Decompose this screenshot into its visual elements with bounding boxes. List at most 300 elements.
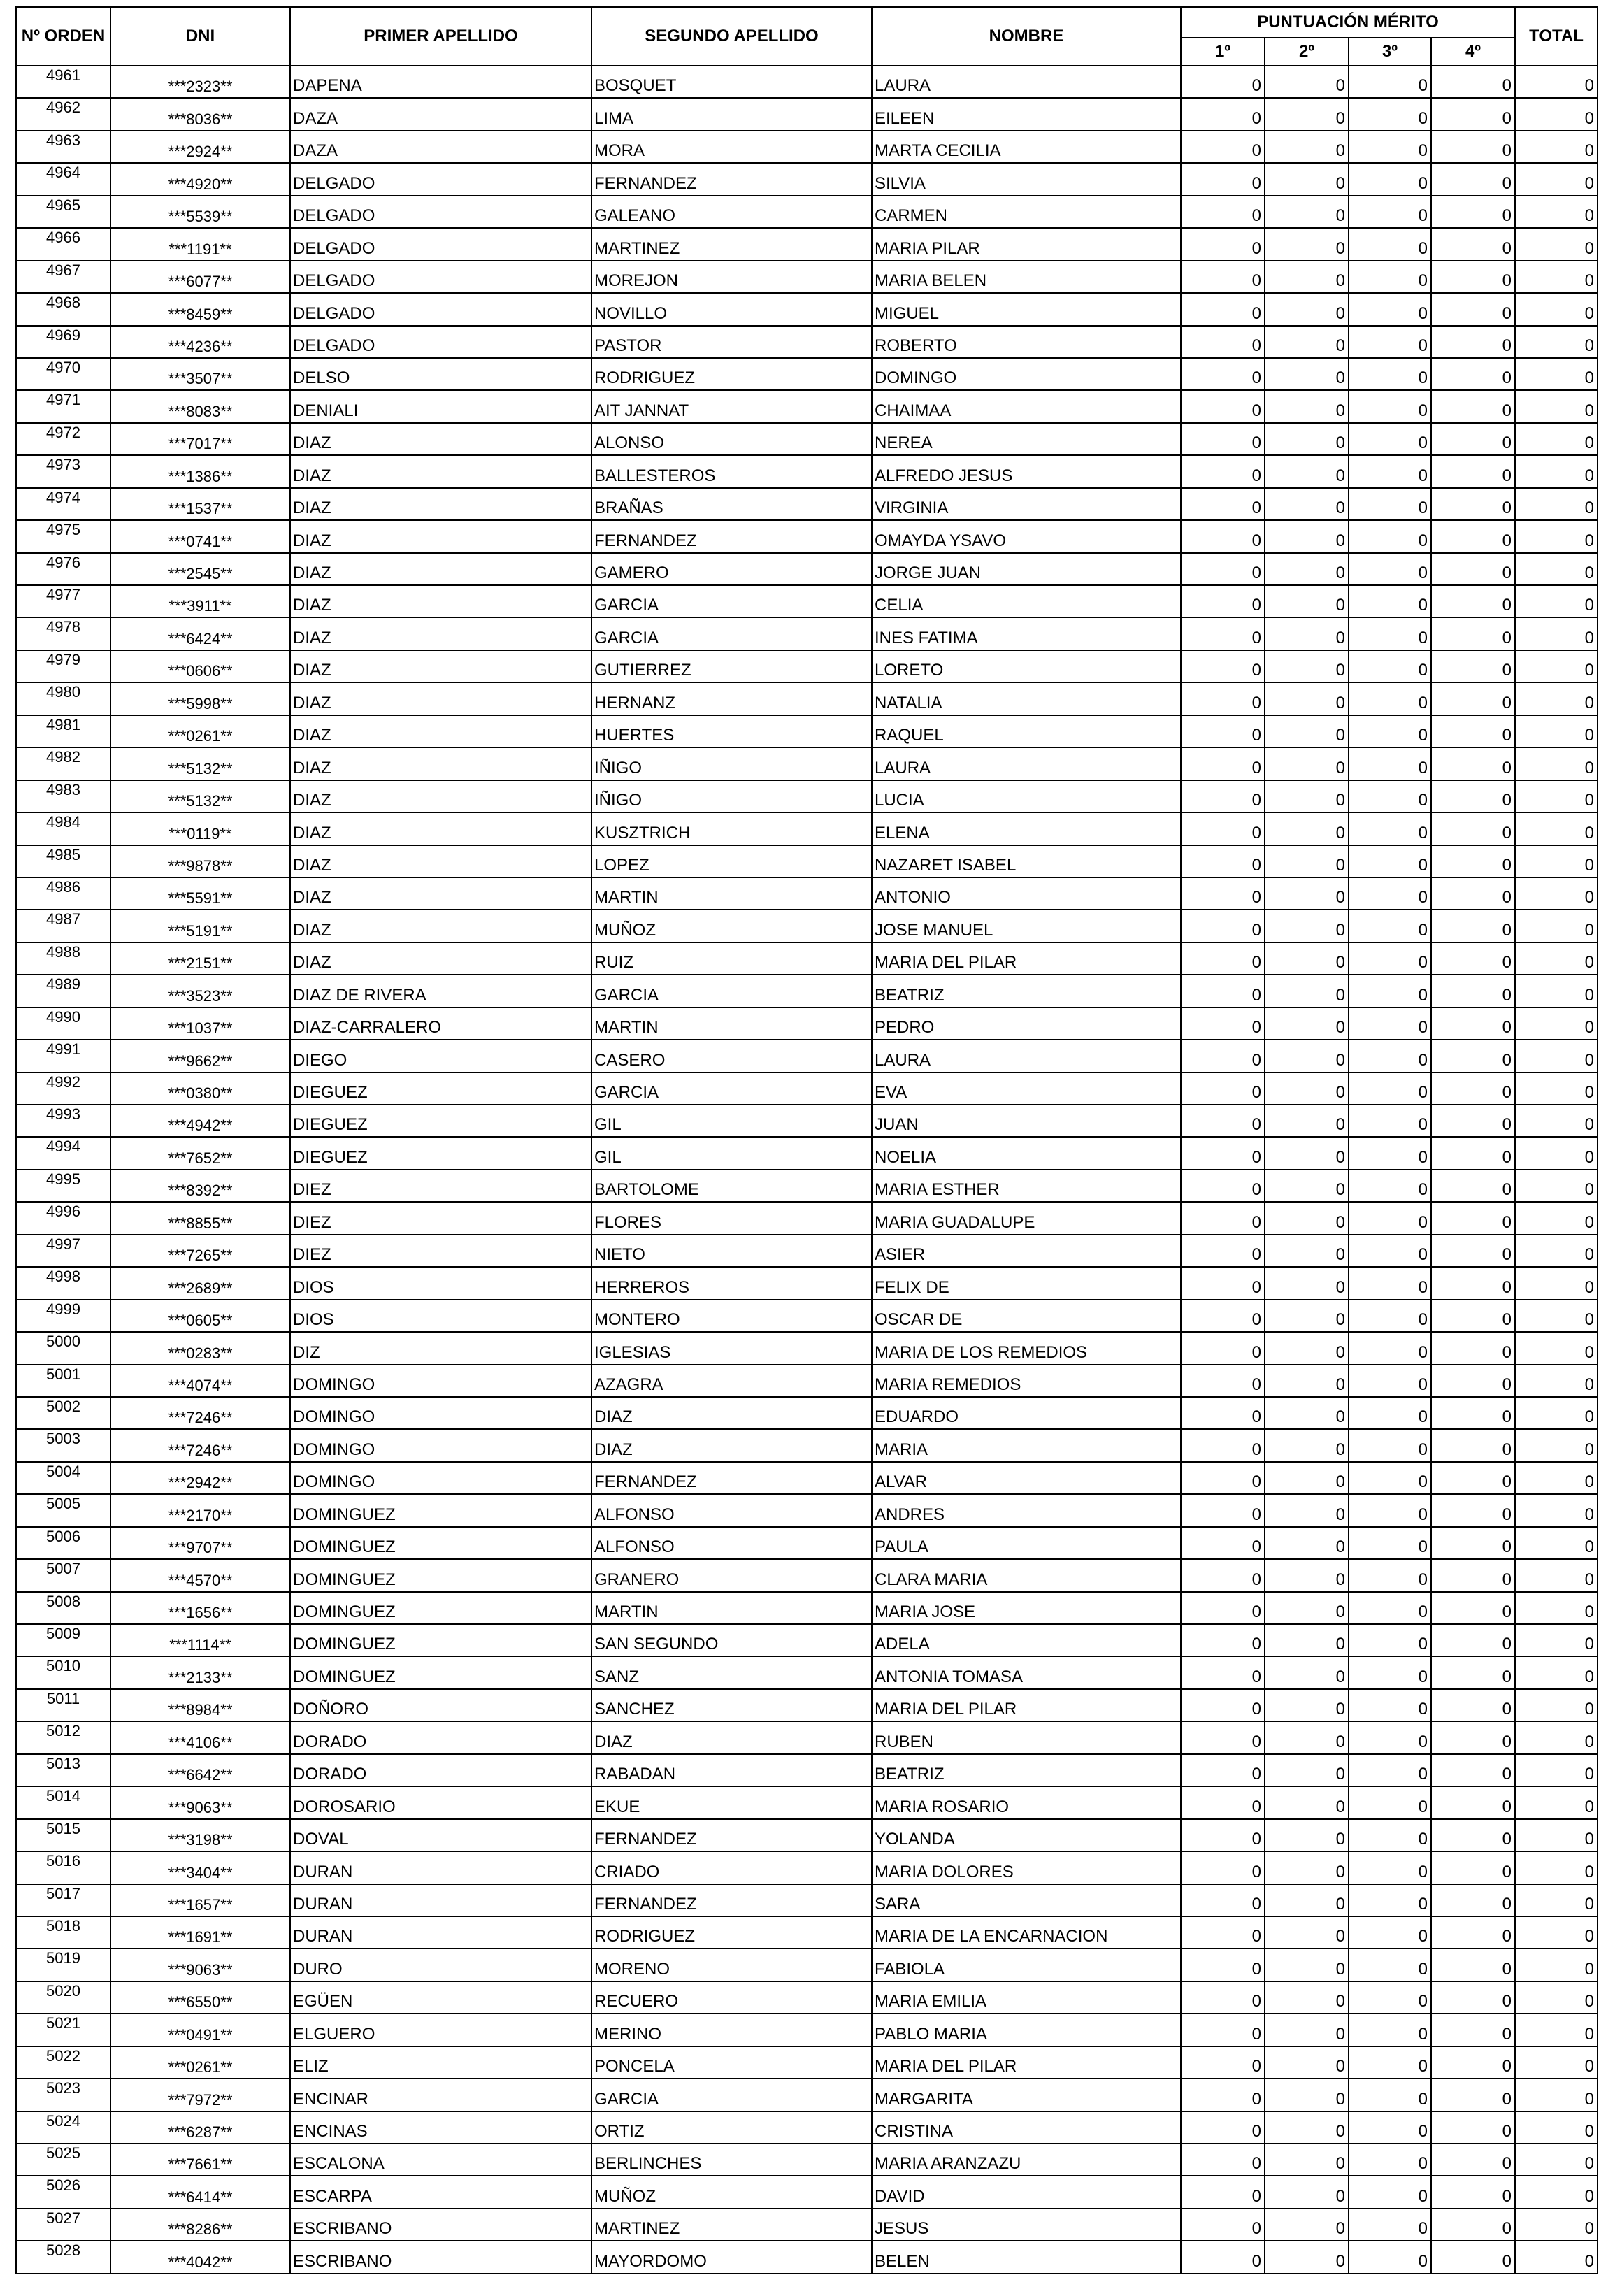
cell-primer-apellido: DELGADO xyxy=(290,261,591,293)
cell-p1: 0 xyxy=(1181,1819,1265,1851)
cell-nombre: RAQUEL xyxy=(872,715,1181,747)
cell-primer-apellido: DIOS xyxy=(290,1267,591,1299)
cell-p2: 0 xyxy=(1265,1786,1349,1818)
cell-orden: 4969 xyxy=(16,326,110,358)
cell-primer-apellido: DELGADO xyxy=(290,196,591,228)
cell-segundo-apellido: GARCIA xyxy=(591,2079,872,2111)
cell-p2: 0 xyxy=(1265,163,1349,195)
table-row xyxy=(16,682,1598,715)
cell-nombre: FELIX DE xyxy=(872,1267,1181,1299)
cell-segundo-apellido: FERNANDEZ xyxy=(591,1462,872,1494)
table-row xyxy=(16,1624,1598,1656)
cell-orden: 4988 xyxy=(16,942,110,975)
cell-dni: ***2323** xyxy=(110,66,290,98)
table-row xyxy=(16,1300,1598,1332)
header-p3: 3º xyxy=(1349,38,1431,66)
cell-total: 0 xyxy=(1515,1786,1598,1818)
cell-orden: 4991 xyxy=(16,1040,110,1072)
cell-p2: 0 xyxy=(1265,650,1349,682)
cell-primer-apellido: DOMINGUEZ xyxy=(290,1494,591,1526)
cell-p2: 0 xyxy=(1265,520,1349,552)
cell-segundo-apellido: LOPEZ xyxy=(591,845,872,877)
cell-primer-apellido: DIAZ xyxy=(290,423,591,455)
cell-total: 0 xyxy=(1515,812,1598,845)
cell-segundo-apellido: CRIADO xyxy=(591,1851,872,1884)
cell-p1: 0 xyxy=(1181,585,1265,617)
table-row xyxy=(16,845,1598,877)
cell-segundo-apellido: IÑIGO xyxy=(591,780,872,812)
cell-p1: 0 xyxy=(1181,1494,1265,1526)
cell-total: 0 xyxy=(1515,2209,1598,2241)
cell-dni: ***7246** xyxy=(110,1397,290,1429)
cell-total: 0 xyxy=(1515,520,1598,552)
cell-nombre: NAZARET ISABEL xyxy=(872,845,1181,877)
cell-dni: ***0380** xyxy=(110,1072,290,1105)
cell-nombre: CELIA xyxy=(872,585,1181,617)
cell-p1: 0 xyxy=(1181,1624,1265,1656)
cell-p2: 0 xyxy=(1265,910,1349,942)
cell-orden: 5004 xyxy=(16,1462,110,1494)
cell-p2: 0 xyxy=(1265,845,1349,877)
cell-orden: 4993 xyxy=(16,1105,110,1137)
table-row xyxy=(16,1040,1598,1072)
cell-total: 0 xyxy=(1515,326,1598,358)
cell-orden: 5017 xyxy=(16,1884,110,1916)
cell-p3: 0 xyxy=(1349,877,1431,910)
cell-p2: 0 xyxy=(1265,2079,1349,2111)
cell-orden: 4996 xyxy=(16,1202,110,1234)
cell-dni: ***9707** xyxy=(110,1527,290,1559)
cell-p2: 0 xyxy=(1265,780,1349,812)
cell-primer-apellido: DIAZ xyxy=(290,682,591,715)
cell-segundo-apellido: MONTERO xyxy=(591,1300,872,1332)
cell-p1: 0 xyxy=(1181,780,1265,812)
cell-primer-apellido: DELGADO xyxy=(290,228,591,260)
table-row xyxy=(16,2176,1598,2208)
cell-p4: 0 xyxy=(1431,1916,1515,1949)
cell-nombre: JORGE JUAN xyxy=(872,553,1181,585)
table-row xyxy=(16,228,1598,260)
cell-dni: ***7661** xyxy=(110,2144,290,2176)
cell-primer-apellido: DIAZ xyxy=(290,877,591,910)
cell-p1: 0 xyxy=(1181,553,1265,585)
table-row xyxy=(16,1332,1598,1364)
cell-orden: 5015 xyxy=(16,1819,110,1851)
header-nombre: NOMBRE xyxy=(872,7,1181,66)
cell-p1: 0 xyxy=(1181,1007,1265,1040)
header-total: TOTAL xyxy=(1515,7,1598,66)
cell-dni: ***4920** xyxy=(110,163,290,195)
cell-orden: 4962 xyxy=(16,98,110,130)
cell-segundo-apellido: MOREJON xyxy=(591,261,872,293)
cell-p1: 0 xyxy=(1181,1689,1265,1721)
cell-orden: 5023 xyxy=(16,2079,110,2111)
cell-p2: 0 xyxy=(1265,1592,1349,1624)
cell-nombre: YOLANDA xyxy=(872,1819,1181,1851)
cell-dni: ***1114** xyxy=(110,1624,290,1656)
cell-p4: 0 xyxy=(1431,650,1515,682)
cell-nombre: MIGUEL xyxy=(872,293,1181,325)
cell-p1: 0 xyxy=(1181,1397,1265,1429)
cell-p4: 0 xyxy=(1431,390,1515,422)
cell-total: 0 xyxy=(1515,228,1598,260)
table-row xyxy=(16,358,1598,390)
cell-segundo-apellido: MARTINEZ xyxy=(591,228,872,260)
cell-total: 0 xyxy=(1515,1559,1598,1591)
cell-p3: 0 xyxy=(1349,1365,1431,1397)
cell-dni: ***6424** xyxy=(110,617,290,650)
cell-segundo-apellido: MUÑOZ xyxy=(591,2176,872,2208)
cell-p3: 0 xyxy=(1349,326,1431,358)
cell-segundo-apellido: FLORES xyxy=(591,1202,872,1234)
cell-p3: 0 xyxy=(1349,715,1431,747)
cell-dni: ***2151** xyxy=(110,942,290,975)
cell-p3: 0 xyxy=(1349,553,1431,585)
cell-primer-apellido: DURAN xyxy=(290,1916,591,1949)
cell-total: 0 xyxy=(1515,488,1598,520)
cell-dni: ***6077** xyxy=(110,261,290,293)
cell-orden: 5019 xyxy=(16,1949,110,1981)
cell-p4: 0 xyxy=(1431,1494,1515,1526)
cell-primer-apellido: DIAZ-CARRALERO xyxy=(290,1007,591,1040)
cell-total: 0 xyxy=(1515,293,1598,325)
cell-p2: 0 xyxy=(1265,2046,1349,2079)
cell-nombre: ANTONIO xyxy=(872,877,1181,910)
cell-p4: 0 xyxy=(1431,1884,1515,1916)
cell-nombre: MARIA ARANZAZU xyxy=(872,2144,1181,2176)
cell-orden: 5014 xyxy=(16,1786,110,1818)
cell-dni: ***8855** xyxy=(110,1202,290,1234)
cell-dni: ***4236** xyxy=(110,326,290,358)
cell-total: 0 xyxy=(1515,1754,1598,1786)
table-row xyxy=(16,488,1598,520)
cell-p3: 0 xyxy=(1349,1851,1431,1884)
cell-p2: 0 xyxy=(1265,2111,1349,2144)
cell-orden: 4986 xyxy=(16,877,110,910)
cell-p2: 0 xyxy=(1265,1397,1349,1429)
cell-primer-apellido: DIEZ xyxy=(290,1170,591,1202)
cell-p3: 0 xyxy=(1349,163,1431,195)
cell-p4: 0 xyxy=(1431,2176,1515,2208)
cell-p2: 0 xyxy=(1265,196,1349,228)
cell-p1: 0 xyxy=(1181,1332,1265,1364)
cell-primer-apellido: ELIZ xyxy=(290,2046,591,2079)
cell-p4: 0 xyxy=(1431,1624,1515,1656)
cell-nombre: ROBERTO xyxy=(872,326,1181,358)
cell-p4: 0 xyxy=(1431,1786,1515,1818)
cell-primer-apellido: DURAN xyxy=(290,1851,591,1884)
cell-segundo-apellido: GUTIERREZ xyxy=(591,650,872,682)
cell-p1: 0 xyxy=(1181,2014,1265,2046)
cell-total: 0 xyxy=(1515,1527,1598,1559)
cell-total: 0 xyxy=(1515,66,1598,98)
cell-nombre: ALVAR xyxy=(872,1462,1181,1494)
cell-orden: 4981 xyxy=(16,715,110,747)
cell-p3: 0 xyxy=(1349,1072,1431,1105)
cell-segundo-apellido: BOSQUET xyxy=(591,66,872,98)
cell-segundo-apellido: MARTIN xyxy=(591,1592,872,1624)
cell-p4: 0 xyxy=(1431,1592,1515,1624)
cell-total: 0 xyxy=(1515,715,1598,747)
cell-p1: 0 xyxy=(1181,1592,1265,1624)
cell-orden: 4994 xyxy=(16,1137,110,1169)
cell-primer-apellido: DOMINGO xyxy=(290,1397,591,1429)
table-row xyxy=(16,2241,1598,2273)
cell-p4: 0 xyxy=(1431,131,1515,163)
cell-orden: 4980 xyxy=(16,682,110,715)
cell-total: 0 xyxy=(1515,650,1598,682)
cell-total: 0 xyxy=(1515,131,1598,163)
cell-p1: 0 xyxy=(1181,358,1265,390)
cell-primer-apellido: DIZ xyxy=(290,1332,591,1364)
cell-dni: ***1537** xyxy=(110,488,290,520)
cell-orden: 4998 xyxy=(16,1267,110,1299)
cell-orden: 5005 xyxy=(16,1494,110,1526)
cell-primer-apellido: DIEGUEZ xyxy=(290,1105,591,1137)
cell-p3: 0 xyxy=(1349,66,1431,98)
cell-p3: 0 xyxy=(1349,1170,1431,1202)
cell-dni: ***3523** xyxy=(110,975,290,1007)
cell-p4: 0 xyxy=(1431,1007,1515,1040)
cell-total: 0 xyxy=(1515,617,1598,650)
cell-p1: 0 xyxy=(1181,98,1265,130)
cell-total: 0 xyxy=(1515,585,1598,617)
cell-p1: 0 xyxy=(1181,1429,1265,1461)
cell-total: 0 xyxy=(1515,1462,1598,1494)
cell-p3: 0 xyxy=(1349,1819,1431,1851)
cell-dni: ***0606** xyxy=(110,650,290,682)
cell-p1: 0 xyxy=(1181,2176,1265,2208)
cell-p2: 0 xyxy=(1265,1689,1349,1721)
cell-primer-apellido: DELSO xyxy=(290,358,591,390)
merit-score-list xyxy=(15,6,1598,2274)
cell-segundo-apellido: GAMERO xyxy=(591,553,872,585)
cell-primer-apellido: DIAZ xyxy=(290,812,591,845)
cell-p3: 0 xyxy=(1349,2144,1431,2176)
cell-dni: ***8083** xyxy=(110,390,290,422)
cell-segundo-apellido: MARTIN xyxy=(591,877,872,910)
header-p1: 1º xyxy=(1181,38,1265,66)
cell-p1: 0 xyxy=(1181,1462,1265,1494)
table-row xyxy=(16,1072,1598,1105)
cell-p1: 0 xyxy=(1181,1365,1265,1397)
cell-orden: 4978 xyxy=(16,617,110,650)
cell-p1: 0 xyxy=(1181,1202,1265,1234)
cell-p4: 0 xyxy=(1431,942,1515,975)
cell-p1: 0 xyxy=(1181,1851,1265,1884)
cell-primer-apellido: DIAZ xyxy=(290,845,591,877)
cell-primer-apellido: DIAZ xyxy=(290,715,591,747)
cell-p3: 0 xyxy=(1349,2111,1431,2144)
table-row xyxy=(16,1949,1598,1981)
cell-primer-apellido: DOVAL xyxy=(290,1819,591,1851)
cell-p2: 0 xyxy=(1265,1462,1349,1494)
cell-segundo-apellido: KUSZTRICH xyxy=(591,812,872,845)
cell-orden: 5026 xyxy=(16,2176,110,2208)
table-row xyxy=(16,747,1598,780)
cell-segundo-apellido: DIAZ xyxy=(591,1721,872,1753)
cell-segundo-apellido: MUÑOZ xyxy=(591,910,872,942)
cell-primer-apellido: DIAZ xyxy=(290,455,591,487)
cell-p2: 0 xyxy=(1265,2014,1349,2046)
cell-p4: 0 xyxy=(1431,1397,1515,1429)
cell-p4: 0 xyxy=(1431,975,1515,1007)
cell-segundo-apellido: FERNANDEZ xyxy=(591,1819,872,1851)
cell-p3: 0 xyxy=(1349,1332,1431,1364)
cell-nombre: DOMINGO xyxy=(872,358,1181,390)
cell-nombre: LORETO xyxy=(872,650,1181,682)
table-row xyxy=(16,98,1598,130)
cell-primer-apellido: DAZA xyxy=(290,98,591,130)
cell-p2: 0 xyxy=(1265,228,1349,260)
cell-orden: 5016 xyxy=(16,1851,110,1884)
cell-segundo-apellido: LIMA xyxy=(591,98,872,130)
cell-dni: ***2170** xyxy=(110,1494,290,1526)
table-row xyxy=(16,1267,1598,1299)
table-row xyxy=(16,390,1598,422)
cell-dni: ***5191** xyxy=(110,910,290,942)
cell-total: 0 xyxy=(1515,1656,1598,1688)
cell-p1: 0 xyxy=(1181,1040,1265,1072)
cell-nombre: JESUS xyxy=(872,2209,1181,2241)
table-row xyxy=(16,455,1598,487)
cell-segundo-apellido: GARCIA xyxy=(591,975,872,1007)
cell-p4: 0 xyxy=(1431,1105,1515,1137)
cell-p3: 0 xyxy=(1349,1137,1431,1169)
cell-p1: 0 xyxy=(1181,650,1265,682)
cell-dni: ***7265** xyxy=(110,1235,290,1267)
cell-p2: 0 xyxy=(1265,1365,1349,1397)
cell-p3: 0 xyxy=(1349,390,1431,422)
cell-orden: 4968 xyxy=(16,293,110,325)
cell-p3: 0 xyxy=(1349,2241,1431,2273)
cell-nombre: VIRGINIA xyxy=(872,488,1181,520)
cell-dni: ***3404** xyxy=(110,1851,290,1884)
cell-orden: 5001 xyxy=(16,1365,110,1397)
cell-p3: 0 xyxy=(1349,1689,1431,1721)
cell-primer-apellido: ESCALONA xyxy=(290,2144,591,2176)
cell-p1: 0 xyxy=(1181,1754,1265,1786)
cell-p3: 0 xyxy=(1349,2209,1431,2241)
cell-orden: 5009 xyxy=(16,1624,110,1656)
cell-p2: 0 xyxy=(1265,1656,1349,1688)
cell-nombre: SILVIA xyxy=(872,163,1181,195)
cell-primer-apellido: DIAZ xyxy=(290,488,591,520)
cell-segundo-apellido: MERINO xyxy=(591,2014,872,2046)
cell-p1: 0 xyxy=(1181,1170,1265,1202)
cell-segundo-apellido: SAN SEGUNDO xyxy=(591,1624,872,1656)
cell-nombre: MARIA BELEN xyxy=(872,261,1181,293)
cell-dni: ***4106** xyxy=(110,1721,290,1753)
cell-p1: 0 xyxy=(1181,131,1265,163)
cell-total: 0 xyxy=(1515,1884,1598,1916)
cell-primer-apellido: DORADO xyxy=(290,1754,591,1786)
cell-orden: 5000 xyxy=(16,1332,110,1364)
cell-p3: 0 xyxy=(1349,261,1431,293)
cell-p3: 0 xyxy=(1349,780,1431,812)
cell-p1: 0 xyxy=(1181,488,1265,520)
cell-dni: ***1657** xyxy=(110,1884,290,1916)
table-row xyxy=(16,2014,1598,2046)
cell-nombre: LAURA xyxy=(872,747,1181,780)
cell-segundo-apellido: RABADAN xyxy=(591,1754,872,1786)
cell-p4: 0 xyxy=(1431,1721,1515,1753)
cell-p2: 0 xyxy=(1265,1721,1349,1753)
cell-p1: 0 xyxy=(1181,326,1265,358)
cell-primer-apellido: ENCINAR xyxy=(290,2079,591,2111)
cell-p3: 0 xyxy=(1349,2046,1431,2079)
cell-p4: 0 xyxy=(1431,66,1515,98)
cell-p1: 0 xyxy=(1181,975,1265,1007)
cell-p1: 0 xyxy=(1181,2046,1265,2079)
cell-p4: 0 xyxy=(1431,1559,1515,1591)
cell-p1: 0 xyxy=(1181,1916,1265,1949)
cell-p2: 0 xyxy=(1265,942,1349,975)
cell-nombre: CRISTINA xyxy=(872,2111,1181,2144)
table-row xyxy=(16,1851,1598,1884)
cell-nombre: INES FATIMA xyxy=(872,617,1181,650)
cell-p2: 0 xyxy=(1265,1040,1349,1072)
cell-nombre: NOELIA xyxy=(872,1137,1181,1169)
cell-p3: 0 xyxy=(1349,1916,1431,1949)
cell-primer-apellido: DELGADO xyxy=(290,293,591,325)
cell-p3: 0 xyxy=(1349,1202,1431,1234)
cell-orden: 4976 xyxy=(16,553,110,585)
cell-primer-apellido: DIAZ xyxy=(290,520,591,552)
cell-dni: ***3507** xyxy=(110,358,290,390)
table-row xyxy=(16,650,1598,682)
cell-p4: 0 xyxy=(1431,682,1515,715)
cell-p3: 0 xyxy=(1349,1105,1431,1137)
cell-total: 0 xyxy=(1515,1689,1598,1721)
cell-segundo-apellido: ALFONSO xyxy=(591,1494,872,1526)
cell-p3: 0 xyxy=(1349,1267,1431,1299)
table-row xyxy=(16,1202,1598,1234)
cell-p3: 0 xyxy=(1349,1884,1431,1916)
cell-nombre: BEATRIZ xyxy=(872,1754,1181,1786)
cell-total: 0 xyxy=(1515,1137,1598,1169)
cell-segundo-apellido: FERNANDEZ xyxy=(591,520,872,552)
cell-orden: 5027 xyxy=(16,2209,110,2241)
cell-orden: 4997 xyxy=(16,1235,110,1267)
cell-p3: 0 xyxy=(1349,1592,1431,1624)
cell-segundo-apellido: GIL xyxy=(591,1137,872,1169)
cell-primer-apellido: DOMINGO xyxy=(290,1365,591,1397)
cell-orden: 4963 xyxy=(16,131,110,163)
cell-p4: 0 xyxy=(1431,553,1515,585)
cell-primer-apellido: DENIALI xyxy=(290,390,591,422)
cell-nombre: ANDRES xyxy=(872,1494,1181,1526)
cell-total: 0 xyxy=(1515,553,1598,585)
cell-p2: 0 xyxy=(1265,617,1349,650)
cell-p2: 0 xyxy=(1265,261,1349,293)
table-row xyxy=(16,585,1598,617)
cell-p3: 0 xyxy=(1349,423,1431,455)
cell-total: 0 xyxy=(1515,1267,1598,1299)
cell-primer-apellido: DIEGO xyxy=(290,1040,591,1072)
cell-total: 0 xyxy=(1515,1494,1598,1526)
cell-p3: 0 xyxy=(1349,812,1431,845)
cell-segundo-apellido: HERREROS xyxy=(591,1267,872,1299)
cell-p3: 0 xyxy=(1349,845,1431,877)
cell-p4: 0 xyxy=(1431,2079,1515,2111)
cell-segundo-apellido: GALEANO xyxy=(591,196,872,228)
cell-p2: 0 xyxy=(1265,1494,1349,1526)
table-row xyxy=(16,1365,1598,1397)
header-puntuacion-merito: PUNTUACIÓN MÉRITO xyxy=(1181,7,1515,38)
cell-p1: 0 xyxy=(1181,1559,1265,1591)
header-primer-apellido: PRIMER APELLIDO xyxy=(290,7,591,66)
